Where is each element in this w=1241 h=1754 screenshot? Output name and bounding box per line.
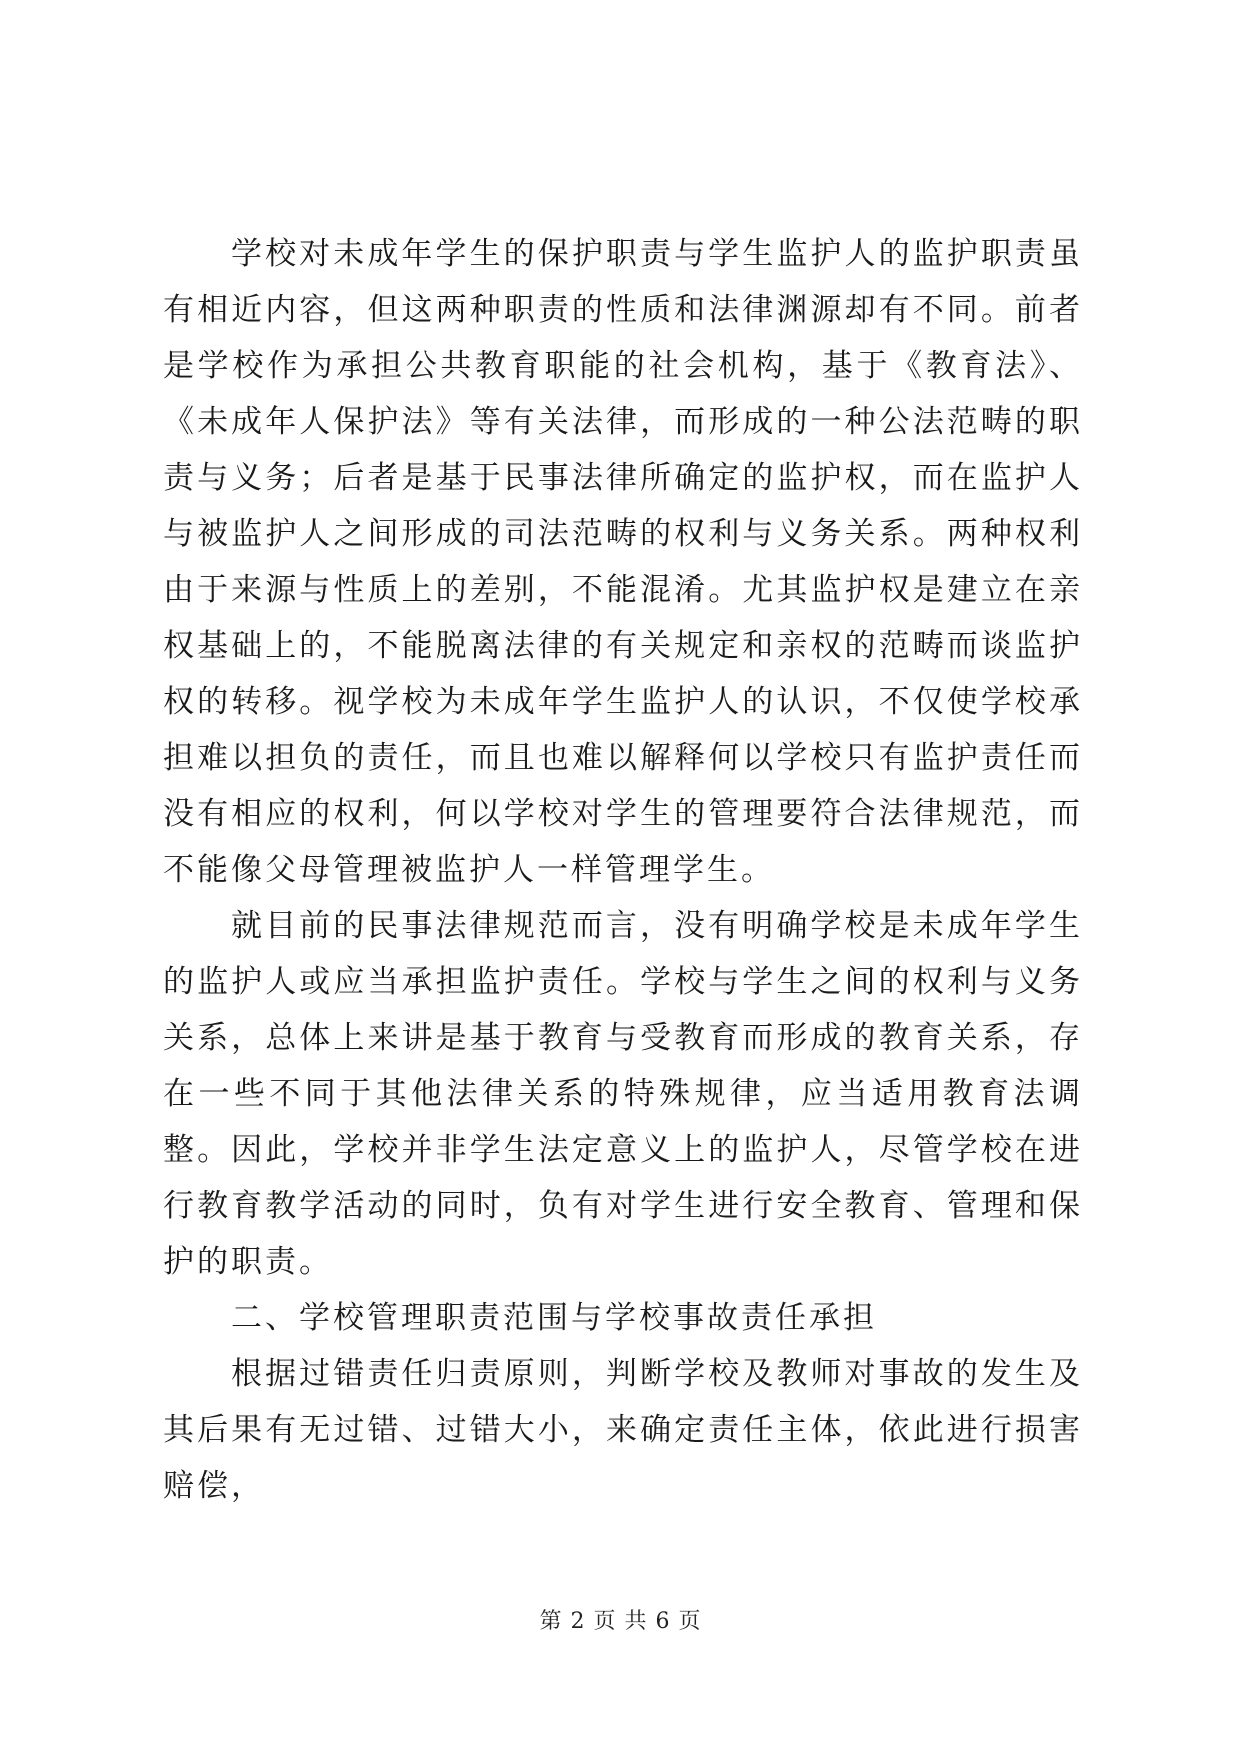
paragraph-1: 学校对未成年学生的保护职责与学生监护人的监护职责虽有相近内容，但这两种职责的性质和法律渊源却有不同。前者是学校作为承担公共教育职能的社会机构，基于《教育法》、《未成年人保护法》等有关法律，而形成的一种公法范畴的职责与义务；后者是基于民事法律所确定的监护权，而在监护人与被监护人之间形成的司法范畴的权利与义务关系。两种权利由于来源与性质上的差别，不能混淆。尤其监护权是建立在亲权基础上的，不能脱离法律的有关规定和亲权的范畴而谈监护权的转移。视学校为未成年学生监护人的认识，不仅使学校承担难以担负的责任，而且也难以解释何以学校只有监护责任而没有相应的权利，何以学校对学生的管理要符合法律规范，而不能像父母管理被监护人一样管理学生。 <box>163 236 1083 888</box>
paragraph-3: 根据过错责任归责原则，判断学校及教师对事故的发生及其后果有无过错、过错大小，来确定责任主体，依此进行损害赔偿， <box>163 1356 1083 1504</box>
paragraph-2: 就目前的民事法律规范而言，没有明确学校是未成年学生的监护人或应当承担监护责任。学校与学生之间的权利与义务关系，总体上来讲是基于教育与受教育而形成的教育关系，存在一些不同于其他法律关系的特殊规律，应当适用教育法调整。因此，学校并非学生法定意义上的监护人，尽管学校在进行教育教学活动的同时，负有对学生进行安全教育、管理和保护的职责。 <box>163 908 1083 1280</box>
document-body <box>163 226 1083 1514</box>
section-heading: 二、学校管理职责范围与学校事故责任承担 <box>231 1300 877 1336</box>
page-number-footer: 第 2 页 共 6 页 <box>539 1609 702 1634</box>
